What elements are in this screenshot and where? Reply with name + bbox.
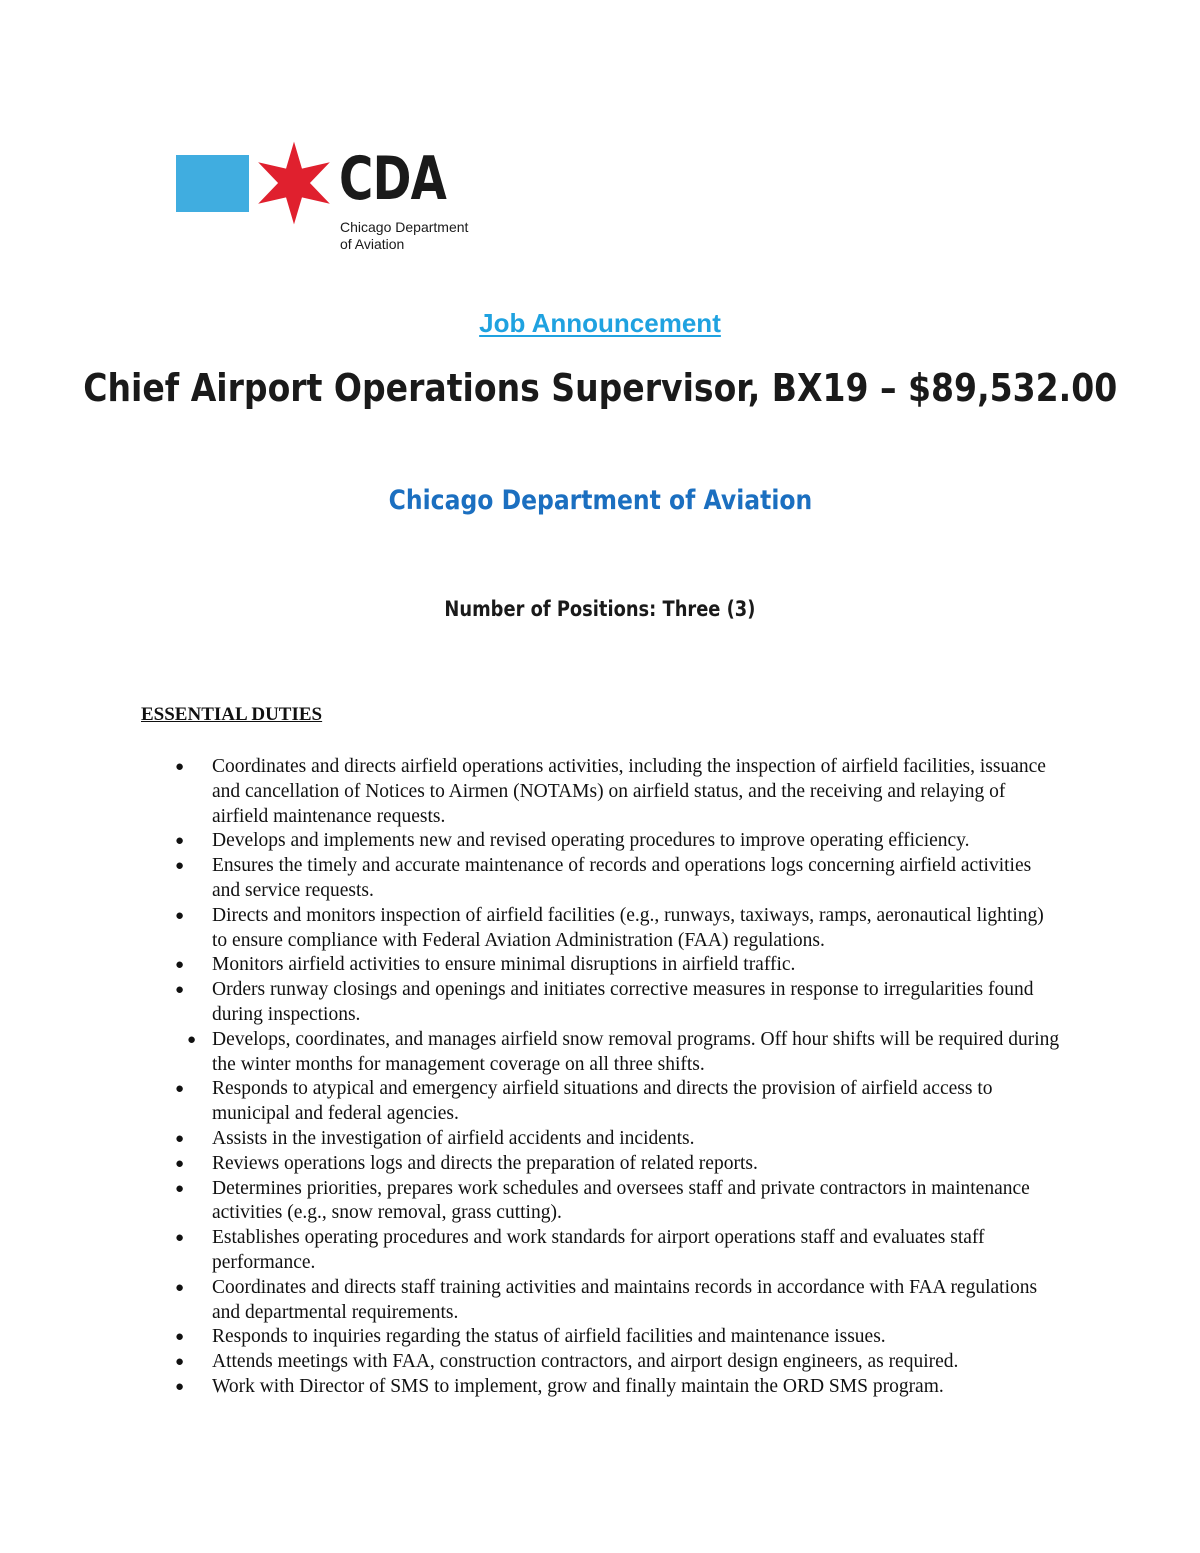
duty-text: Attends meetings with FAA, construction contractors, and airport design engineers, as required. [212, 1351, 959, 1373]
bullet-icon: ● [175, 858, 185, 875]
duty-item [0, 978, 1062, 1028]
bullet-icon: ● [175, 1130, 185, 1147]
duty-text: Develops, coordinates, and manages airfield snow removal programs. Off hour shifts will be required during the winter months for management coverage on all three shifts. [212, 1028, 1060, 1075]
duty-item [0, 904, 1062, 954]
logo-name-line2: of Aviation [340, 236, 405, 252]
duty-item [0, 829, 1062, 854]
bullet-icon: ● [175, 833, 185, 850]
logo-department-name [340, 219, 520, 253]
duty-text: Coordinates and directs airfield operations activities, including the inspection of airfield facilities, issuance and cancellation of Notices to Airmen (NOTAMs) on airfield status, and the receiving and relaying of airfield maintenance requests. [212, 756, 1046, 827]
red-star-icon [254, 140, 334, 226]
logo-blue-square [176, 155, 249, 212]
duty-item [0, 1350, 1062, 1375]
duty-text: Responds to atypical and emergency airfield situations and directs the provision of airfield access to municipal and federal agencies. [212, 1078, 993, 1125]
duty-text: Monitors airfield activities to ensure minimal disruptions in airfield traffic. [212, 954, 796, 976]
duty-item [0, 1077, 1062, 1127]
bullet-icon: ● [175, 759, 185, 775]
duty-text: Develops and implements new and revised operating procedures to improve operating efficiency. [212, 830, 970, 852]
cda-logo [176, 140, 496, 260]
duty-text: Establishes operating procedures and work standards for airport operations staff and evaluates staff performance. [212, 1227, 985, 1273]
bullet-icon: ● [175, 1155, 185, 1172]
bullet-icon: ● [175, 1354, 185, 1371]
duties-list [0, 755, 1200, 1400]
duty-text: Assists in the investigation of airfield accidents and incidents. [212, 1127, 695, 1149]
bullet-icon: ● [175, 1180, 185, 1197]
duty-text: Responds to inquiries regarding the status of airfield facilities and maintenance issues. [212, 1326, 886, 1348]
announcement-heading: Job Announcement [479, 308, 721, 338]
duty-text: Directs and monitors inspection of airfield facilities (e.g., runways, taxiways, ramps, aeronautical lighting) to ensure compliance with Federal Aviation Administration (FAA) regulations. [212, 904, 1044, 951]
bullet-icon: ● [175, 957, 185, 974]
positions-text: Number of Positions: Three (3) [444, 597, 756, 621]
duty-item [0, 1028, 1062, 1078]
bullet-icon: ● [175, 1279, 185, 1296]
job-title-text: Chief Airport Operations Supervisor, BX19 – $89,532.00 [83, 366, 1117, 410]
duty-item [0, 1226, 1062, 1276]
logo-name-line1: Chicago Department [340, 219, 469, 235]
duty-item [0, 1127, 1062, 1152]
bullet-icon: ● [175, 1230, 185, 1247]
duty-item [0, 755, 1062, 829]
bullet-icon: ● [175, 907, 185, 924]
duty-item [0, 1177, 1062, 1227]
job-title [0, 364, 1200, 412]
bullet-icon: ● [175, 1378, 185, 1395]
logo-acronym: CDA [339, 144, 447, 214]
bullet-icon: ● [175, 1329, 185, 1346]
duty-item [0, 1152, 1062, 1177]
duty-text: Orders runway closings and openings and initiates corrective measures in response to irregularities found during inspections. [212, 979, 1034, 1025]
bullet-icon: ● [187, 1031, 197, 1048]
duty-item [0, 953, 1062, 978]
department-text: Chicago Department of Aviation [388, 485, 812, 516]
essential-duties-heading: ESSENTIAL DUTIES [141, 704, 323, 725]
department-heading [0, 484, 1200, 518]
duty-text: Coordinates and directs staff training activities and maintains records in accordance with FAA regulations and departmental requirements. [212, 1276, 1038, 1323]
duty-text: Determines priorities, prepares work schedules and oversees staff and private contractors in maintenance activities (e.g., snow removal, grass cutting). [212, 1177, 1030, 1224]
bullet-icon: ● [175, 982, 185, 999]
duty-item [0, 854, 1062, 904]
duty-text: Reviews operations logs and directs the preparation of related reports. [212, 1152, 758, 1174]
duty-text: Work with Director of SMS to implement, grow and finally maintain the ORD SMS program. [212, 1375, 944, 1397]
duty-text: Ensures the timely and accurate maintenance of records and operations logs concerning airfield activities and service requests. [212, 855, 1032, 901]
duty-item [0, 1276, 1062, 1326]
duty-item [0, 1375, 1062, 1400]
duty-item [0, 1325, 1062, 1350]
positions-count [0, 595, 1200, 623]
bullet-icon: ● [175, 1081, 185, 1098]
